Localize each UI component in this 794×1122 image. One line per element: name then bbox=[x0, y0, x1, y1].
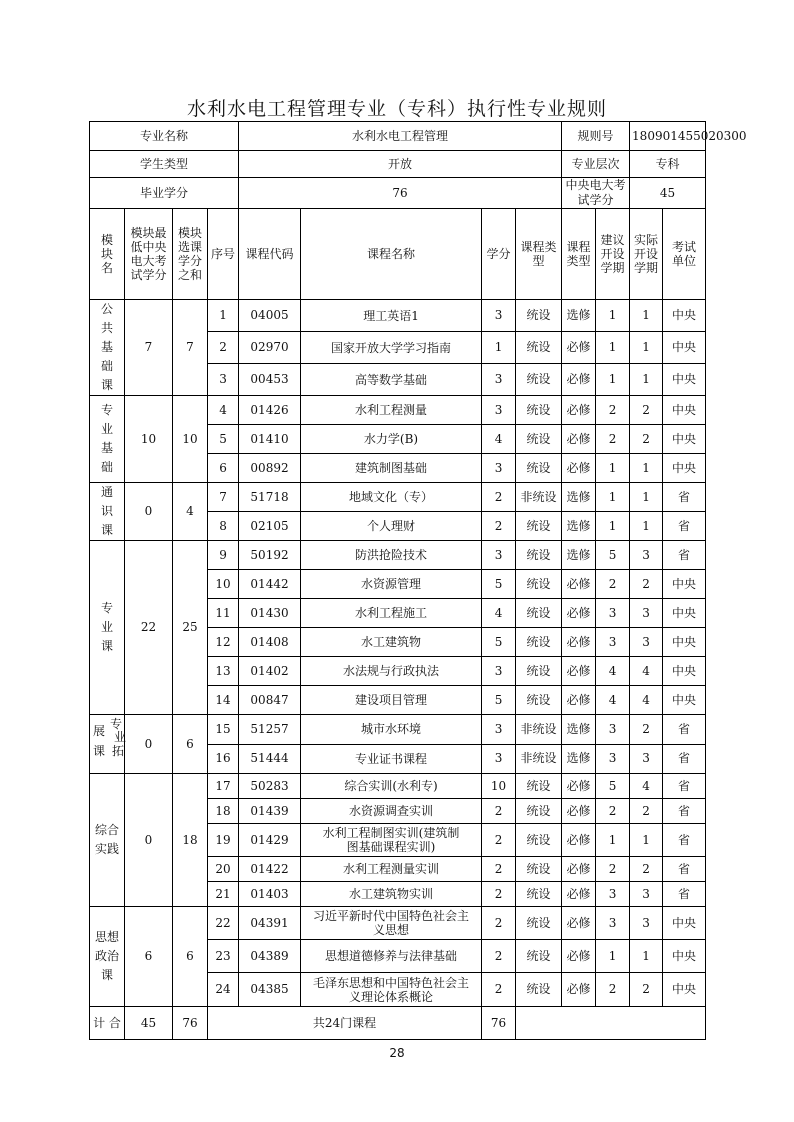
course-seq: 13 bbox=[208, 657, 239, 686]
course-category: 统设 bbox=[516, 332, 562, 364]
course-credit: 2 bbox=[482, 824, 516, 857]
course-type: 必修 bbox=[562, 332, 596, 364]
suggested-semester: 1 bbox=[596, 940, 630, 973]
course-category: 统设 bbox=[516, 541, 562, 570]
actual-semester: 1 bbox=[630, 454, 663, 483]
course-row bbox=[90, 396, 706, 425]
suggested-semester: 3 bbox=[596, 715, 630, 745]
course-row bbox=[90, 715, 706, 745]
exam-unit: 中央 bbox=[663, 940, 706, 973]
course-code: 00847 bbox=[239, 686, 301, 715]
exam-unit: 中央 bbox=[663, 300, 706, 332]
course-credit: 2 bbox=[482, 940, 516, 973]
course-type: 必修 bbox=[562, 425, 596, 454]
course-name: 习近平新时代中国特色社会主 义思想 bbox=[301, 907, 482, 940]
actual-semester: 1 bbox=[630, 364, 663, 396]
course-category: 统设 bbox=[516, 628, 562, 657]
module-elective-credit-sum: 25 bbox=[173, 541, 208, 715]
course-credit: 3 bbox=[482, 300, 516, 332]
suggested-semester: 3 bbox=[596, 882, 630, 907]
course-type: 必修 bbox=[562, 454, 596, 483]
module-name bbox=[90, 715, 125, 774]
header-actual-semester: 实际 开设 学期 bbox=[630, 209, 663, 300]
course-name: 个人理财 bbox=[301, 512, 482, 541]
actual-semester: 1 bbox=[630, 824, 663, 857]
header-course-name: 课程名称 bbox=[301, 209, 482, 300]
course-credit: 2 bbox=[482, 799, 516, 824]
actual-semester: 3 bbox=[630, 907, 663, 940]
course-category: 统设 bbox=[516, 774, 562, 799]
course-credit: 3 bbox=[482, 364, 516, 396]
info-row bbox=[90, 178, 706, 209]
central-exam-credit-value: 45 bbox=[630, 178, 706, 209]
exam-unit: 中央 bbox=[663, 454, 706, 483]
course-seq: 3 bbox=[208, 364, 239, 396]
module-name: 综合 实践 bbox=[90, 774, 125, 907]
rule-number-value: 180901455020300 bbox=[630, 122, 706, 151]
suggested-semester: 2 bbox=[596, 857, 630, 882]
course-name: 水资源管理 bbox=[301, 570, 482, 599]
course-credit: 2 bbox=[482, 973, 516, 1007]
actual-semester: 4 bbox=[630, 686, 663, 715]
suggested-semester: 2 bbox=[596, 799, 630, 824]
course-code: 04385 bbox=[239, 973, 301, 1007]
header-course-code: 课程代码 bbox=[239, 209, 301, 300]
course-type: 必修 bbox=[562, 774, 596, 799]
course-name: 水利工程测量 bbox=[301, 396, 482, 425]
course-code: 01408 bbox=[239, 628, 301, 657]
course-row bbox=[90, 483, 706, 512]
course-code: 04005 bbox=[239, 300, 301, 332]
header-course-category: 课程类 型 bbox=[516, 209, 562, 300]
course-type: 必修 bbox=[562, 628, 596, 657]
course-seq: 18 bbox=[208, 799, 239, 824]
course-category: 统设 bbox=[516, 657, 562, 686]
course-type: 必修 bbox=[562, 973, 596, 1007]
course-row bbox=[90, 541, 706, 570]
course-category: 统设 bbox=[516, 824, 562, 857]
course-type: 选修 bbox=[562, 483, 596, 512]
course-code: 01442 bbox=[239, 570, 301, 599]
course-code: 01402 bbox=[239, 657, 301, 686]
course-type: 选修 bbox=[562, 541, 596, 570]
course-credit: 3 bbox=[482, 454, 516, 483]
course-category: 统设 bbox=[516, 882, 562, 907]
course-category: 非统设 bbox=[516, 483, 562, 512]
course-category: 统设 bbox=[516, 396, 562, 425]
course-credit: 3 bbox=[482, 396, 516, 425]
course-code: 01403 bbox=[239, 882, 301, 907]
course-seq: 15 bbox=[208, 715, 239, 745]
module-name: 专 业 课 bbox=[90, 541, 125, 715]
actual-semester: 2 bbox=[630, 425, 663, 454]
total-label: 计 合 bbox=[90, 1007, 125, 1040]
course-name: 思想道德修养与法律基础 bbox=[301, 940, 482, 973]
header-credit: 学分 bbox=[482, 209, 516, 300]
course-name: 建筑制图基础 bbox=[301, 454, 482, 483]
suggested-semester: 2 bbox=[596, 570, 630, 599]
graduation-credit-label: 毕业学分 bbox=[90, 178, 239, 209]
suggested-semester: 1 bbox=[596, 364, 630, 396]
course-type: 选修 bbox=[562, 744, 596, 774]
suggested-semester: 1 bbox=[596, 454, 630, 483]
course-credit: 2 bbox=[482, 907, 516, 940]
course-seq: 1 bbox=[208, 300, 239, 332]
header-module: 模 块 名 bbox=[90, 209, 125, 300]
module-name: 通 识 课 bbox=[90, 483, 125, 541]
course-credit: 5 bbox=[482, 628, 516, 657]
course-type: 必修 bbox=[562, 686, 596, 715]
course-code: 02970 bbox=[239, 332, 301, 364]
course-seq: 11 bbox=[208, 599, 239, 628]
major-level-value: 专科 bbox=[630, 151, 706, 178]
course-type: 必修 bbox=[562, 824, 596, 857]
course-credit: 3 bbox=[482, 541, 516, 570]
module-min-central-credit: 7 bbox=[125, 300, 173, 396]
course-category: 统设 bbox=[516, 686, 562, 715]
total-row bbox=[90, 1007, 706, 1040]
module-name-text: 专 业 拓 展 课 bbox=[93, 717, 127, 758]
course-name: 高等数学基础 bbox=[301, 364, 482, 396]
course-credit: 2 bbox=[482, 882, 516, 907]
course-code: 01426 bbox=[239, 396, 301, 425]
exam-unit: 省 bbox=[663, 483, 706, 512]
major-level-label: 专业层次 bbox=[562, 151, 630, 178]
table-body bbox=[90, 122, 747, 1040]
course-category: 统设 bbox=[516, 364, 562, 396]
course-code: 51718 bbox=[239, 483, 301, 512]
module-elective-credit-sum: 7 bbox=[173, 300, 208, 396]
course-credit: 5 bbox=[482, 570, 516, 599]
header-min-central-credit: 模块最 低中央 电大考 试学分 bbox=[125, 209, 173, 300]
graduation-credit-value: 76 bbox=[239, 178, 562, 209]
course-seq: 2 bbox=[208, 332, 239, 364]
course-category: 统设 bbox=[516, 857, 562, 882]
module-min-central-credit: 22 bbox=[125, 541, 173, 715]
module-name: 公 共 基 础 课 bbox=[90, 300, 125, 396]
course-seq: 12 bbox=[208, 628, 239, 657]
actual-semester: 2 bbox=[630, 396, 663, 425]
course-code: 01410 bbox=[239, 425, 301, 454]
course-type: 选修 bbox=[562, 512, 596, 541]
course-type: 必修 bbox=[562, 396, 596, 425]
course-category: 统设 bbox=[516, 973, 562, 1007]
course-seq: 24 bbox=[208, 973, 239, 1007]
course-code: 01430 bbox=[239, 599, 301, 628]
course-seq: 8 bbox=[208, 512, 239, 541]
suggested-semester: 3 bbox=[596, 599, 630, 628]
actual-semester: 2 bbox=[630, 799, 663, 824]
module-min-central-credit: 0 bbox=[125, 483, 173, 541]
actual-semester: 3 bbox=[630, 882, 663, 907]
course-seq: 19 bbox=[208, 824, 239, 857]
suggested-semester: 3 bbox=[596, 744, 630, 774]
module-min-central-credit: 0 bbox=[125, 715, 173, 774]
course-name: 水法规与行政执法 bbox=[301, 657, 482, 686]
course-seq: 5 bbox=[208, 425, 239, 454]
course-name: 水工建筑物实训 bbox=[301, 882, 482, 907]
suggested-semester: 5 bbox=[596, 541, 630, 570]
course-seq: 6 bbox=[208, 454, 239, 483]
course-name: 专业证书课程 bbox=[301, 744, 482, 774]
suggested-semester: 4 bbox=[596, 657, 630, 686]
exam-unit: 中央 bbox=[663, 973, 706, 1007]
course-category: 非统设 bbox=[516, 715, 562, 745]
module-min-central-credit: 0 bbox=[125, 774, 173, 907]
course-row bbox=[90, 774, 706, 799]
actual-semester: 2 bbox=[630, 570, 663, 599]
course-seq: 14 bbox=[208, 686, 239, 715]
course-credit: 5 bbox=[482, 686, 516, 715]
actual-semester: 4 bbox=[630, 657, 663, 686]
header-elective-credit-sum: 模块 选课 学分 之和 bbox=[173, 209, 208, 300]
student-type-value: 开放 bbox=[239, 151, 562, 178]
suggested-semester: 3 bbox=[596, 907, 630, 940]
module-elective-credit-sum: 4 bbox=[173, 483, 208, 541]
course-type: 选修 bbox=[562, 300, 596, 332]
course-type: 必修 bbox=[562, 940, 596, 973]
course-type: 必修 bbox=[562, 882, 596, 907]
course-type: 必修 bbox=[562, 799, 596, 824]
header-exam-unit: 考试 单位 bbox=[663, 209, 706, 300]
suggested-semester: 3 bbox=[596, 628, 630, 657]
course-name: 水利工程施工 bbox=[301, 599, 482, 628]
actual-semester: 3 bbox=[630, 541, 663, 570]
course-seq: 22 bbox=[208, 907, 239, 940]
suggested-semester: 1 bbox=[596, 512, 630, 541]
exam-unit: 省 bbox=[663, 715, 706, 745]
course-name: 国家开放大学学习指南 bbox=[301, 332, 482, 364]
actual-semester: 1 bbox=[630, 483, 663, 512]
course-name: 防洪抢险技术 bbox=[301, 541, 482, 570]
total-elective-credit-sum: 76 bbox=[173, 1007, 208, 1040]
suggested-semester: 5 bbox=[596, 774, 630, 799]
central-exam-credit-label: 中央电大考试学分 bbox=[562, 178, 630, 209]
suggested-semester: 4 bbox=[596, 686, 630, 715]
course-name: 水力学(B) bbox=[301, 425, 482, 454]
actual-semester: 2 bbox=[630, 857, 663, 882]
exam-unit: 省 bbox=[663, 774, 706, 799]
course-credit: 2 bbox=[482, 483, 516, 512]
exam-unit: 省 bbox=[663, 799, 706, 824]
course-code: 04389 bbox=[239, 940, 301, 973]
course-type: 必修 bbox=[562, 857, 596, 882]
header-seq: 序号 bbox=[208, 209, 239, 300]
course-category: 统设 bbox=[516, 907, 562, 940]
course-row bbox=[90, 300, 706, 332]
actual-semester: 2 bbox=[630, 715, 663, 745]
course-credit: 4 bbox=[482, 599, 516, 628]
student-type-label: 学生类型 bbox=[90, 151, 239, 178]
exam-unit: 中央 bbox=[663, 425, 706, 454]
actual-semester: 1 bbox=[630, 512, 663, 541]
header-suggested-semester: 建议 开设 学期 bbox=[596, 209, 630, 300]
course-code: 01439 bbox=[239, 799, 301, 824]
course-credit: 2 bbox=[482, 512, 516, 541]
major-name-value: 水利水电工程管理 bbox=[239, 122, 562, 151]
rule-number-label: 规则号 bbox=[562, 122, 630, 151]
course-name: 理工英语1 bbox=[301, 300, 482, 332]
suggested-semester: 2 bbox=[596, 973, 630, 1007]
course-name: 水资源调查实训 bbox=[301, 799, 482, 824]
course-seq: 17 bbox=[208, 774, 239, 799]
course-code: 50192 bbox=[239, 541, 301, 570]
exam-unit: 省 bbox=[663, 512, 706, 541]
course-seq: 4 bbox=[208, 396, 239, 425]
course-code: 00892 bbox=[239, 454, 301, 483]
program-rules-table bbox=[89, 121, 747, 1040]
exam-unit: 中央 bbox=[663, 907, 706, 940]
exam-unit: 中央 bbox=[663, 396, 706, 425]
course-name: 水利工程测量实训 bbox=[301, 857, 482, 882]
course-name: 水利工程制图实训(建筑制 图基础课程实训) bbox=[301, 824, 482, 857]
module-min-central-credit: 10 bbox=[125, 396, 173, 483]
course-seq: 21 bbox=[208, 882, 239, 907]
module-name: 专 业 基 础 bbox=[90, 396, 125, 483]
exam-unit: 省 bbox=[663, 882, 706, 907]
suggested-semester: 1 bbox=[596, 483, 630, 512]
course-name: 地域文化（专） bbox=[301, 483, 482, 512]
actual-semester: 1 bbox=[630, 300, 663, 332]
course-category: 统设 bbox=[516, 940, 562, 973]
total-min-central-credit: 45 bbox=[125, 1007, 173, 1040]
course-name: 水工建筑物 bbox=[301, 628, 482, 657]
course-category: 统设 bbox=[516, 570, 562, 599]
total-credit: 76 bbox=[482, 1007, 516, 1040]
actual-semester: 3 bbox=[630, 599, 663, 628]
exam-unit: 省 bbox=[663, 744, 706, 774]
course-credit: 3 bbox=[482, 657, 516, 686]
actual-semester: 2 bbox=[630, 973, 663, 1007]
info-row bbox=[90, 122, 706, 151]
course-name: 城市水环境 bbox=[301, 715, 482, 745]
page-number: 28 bbox=[389, 1046, 405, 1060]
course-credit: 10 bbox=[482, 774, 516, 799]
module-name: 思想 政治 课 bbox=[90, 907, 125, 1007]
course-credit: 3 bbox=[482, 715, 516, 745]
course-code: 01422 bbox=[239, 857, 301, 882]
course-name: 综合实训(水利专) bbox=[301, 774, 482, 799]
exam-unit: 省 bbox=[663, 824, 706, 857]
document-title: 水利水电工程管理专业（专科）执行性专业规则 bbox=[186, 98, 607, 120]
course-category: 统设 bbox=[516, 599, 562, 628]
course-credit: 4 bbox=[482, 425, 516, 454]
module-elective-credit-sum: 6 bbox=[173, 715, 208, 774]
course-type: 必修 bbox=[562, 364, 596, 396]
exam-unit: 中央 bbox=[663, 686, 706, 715]
actual-semester: 1 bbox=[630, 332, 663, 364]
module-min-central-credit: 6 bbox=[125, 907, 173, 1007]
course-row bbox=[90, 907, 706, 940]
course-category: 非统设 bbox=[516, 744, 562, 774]
module-elective-credit-sum: 6 bbox=[173, 907, 208, 1007]
course-seq: 20 bbox=[208, 857, 239, 882]
course-credit: 2 bbox=[482, 857, 516, 882]
exam-unit: 中央 bbox=[663, 657, 706, 686]
actual-semester: 1 bbox=[630, 940, 663, 973]
major-name-label: 专业名称 bbox=[90, 122, 239, 151]
total-blank bbox=[516, 1007, 706, 1040]
actual-semester: 3 bbox=[630, 744, 663, 774]
actual-semester: 3 bbox=[630, 628, 663, 657]
module-elective-credit-sum: 18 bbox=[173, 774, 208, 907]
exam-unit: 中央 bbox=[663, 628, 706, 657]
header-row bbox=[90, 209, 706, 300]
exam-unit: 中央 bbox=[663, 364, 706, 396]
course-type: 必修 bbox=[562, 570, 596, 599]
course-type: 必修 bbox=[562, 657, 596, 686]
course-category: 统设 bbox=[516, 799, 562, 824]
course-type: 必修 bbox=[562, 907, 596, 940]
course-credit: 3 bbox=[482, 744, 516, 774]
actual-semester: 4 bbox=[630, 774, 663, 799]
exam-unit: 中央 bbox=[663, 599, 706, 628]
course-seq: 16 bbox=[208, 744, 239, 774]
course-code: 50283 bbox=[239, 774, 301, 799]
course-seq: 7 bbox=[208, 483, 239, 512]
suggested-semester: 2 bbox=[596, 425, 630, 454]
exam-unit: 中央 bbox=[663, 570, 706, 599]
suggested-semester: 1 bbox=[596, 300, 630, 332]
course-code: 51444 bbox=[239, 744, 301, 774]
course-type: 必修 bbox=[562, 599, 596, 628]
course-seq: 9 bbox=[208, 541, 239, 570]
course-seq: 10 bbox=[208, 570, 239, 599]
course-code: 04391 bbox=[239, 907, 301, 940]
course-category: 统设 bbox=[516, 454, 562, 483]
exam-unit: 省 bbox=[663, 541, 706, 570]
exam-unit: 中央 bbox=[663, 332, 706, 364]
course-credit: 1 bbox=[482, 332, 516, 364]
suggested-semester: 1 bbox=[596, 332, 630, 364]
suggested-semester: 1 bbox=[596, 824, 630, 857]
header-course-type: 课程 类型 bbox=[562, 209, 596, 300]
course-name: 毛泽东思想和中国特色社会主 义理论体系概论 bbox=[301, 973, 482, 1007]
course-seq: 23 bbox=[208, 940, 239, 973]
course-category: 统设 bbox=[516, 300, 562, 332]
course-code: 00453 bbox=[239, 364, 301, 396]
course-code: 51257 bbox=[239, 715, 301, 745]
course-code: 02105 bbox=[239, 512, 301, 541]
exam-unit: 省 bbox=[663, 857, 706, 882]
course-category: 统设 bbox=[516, 512, 562, 541]
total-course-count: 共24门课程 bbox=[208, 1007, 482, 1040]
course-type: 选修 bbox=[562, 715, 596, 745]
course-name: 建设项目管理 bbox=[301, 686, 482, 715]
info-row bbox=[90, 151, 706, 178]
module-elective-credit-sum: 10 bbox=[173, 396, 208, 483]
course-category: 统设 bbox=[516, 425, 562, 454]
suggested-semester: 2 bbox=[596, 396, 630, 425]
course-code: 01429 bbox=[239, 824, 301, 857]
